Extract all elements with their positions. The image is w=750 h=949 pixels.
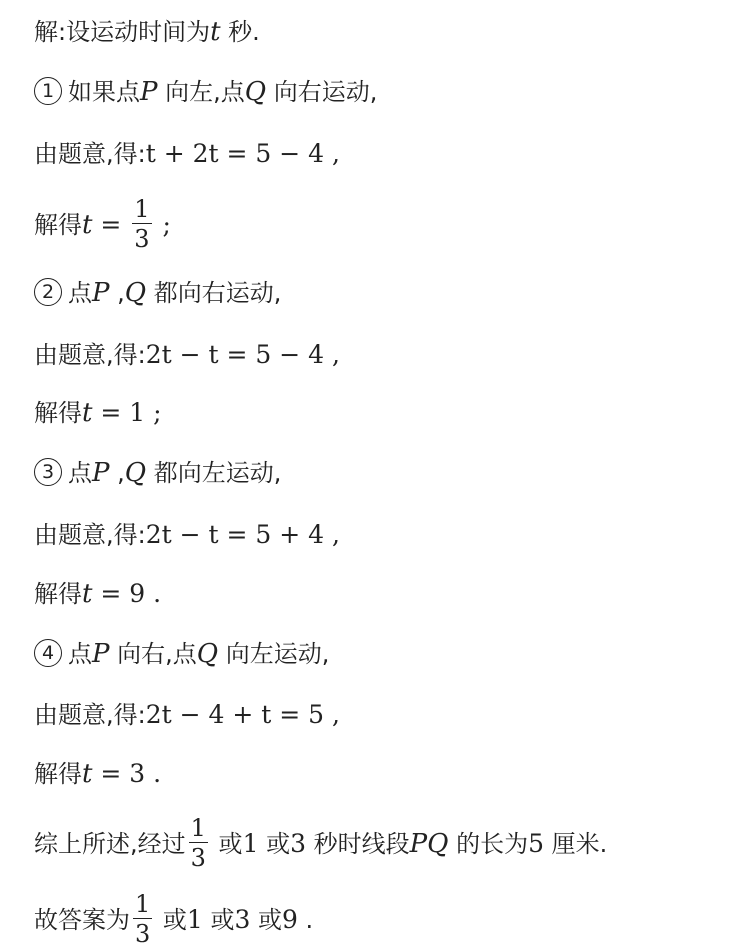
case3-result [34, 574, 161, 614]
case4-result-variable: t [82, 759, 93, 789]
case3-result-expr: = 9 . [92, 579, 162, 608]
case4-equation [34, 695, 340, 735]
case3-heading [34, 453, 281, 493]
fraction-bar [189, 842, 208, 843]
case2-result [34, 393, 162, 433]
case4-result-expr: = 3 . [92, 759, 162, 788]
case3-heading-text-a: 点 [68, 459, 92, 487]
case4-heading [34, 634, 329, 674]
case3-result-lead: 解得 [34, 580, 82, 608]
fraction-denominator: 3 [134, 225, 150, 253]
case3-heading-text-b: , [109, 459, 125, 487]
fraction-denominator: 3 [190, 844, 206, 872]
point-q-label: Q [196, 639, 219, 669]
case4-equation-lead: 由题意,得: [34, 701, 146, 729]
summary-line [34, 814, 608, 872]
case1-equation [34, 134, 340, 174]
case2-marker: 2 [34, 278, 62, 306]
case3-equation [34, 515, 340, 555]
case4-heading-text-c: 向左运动, [218, 640, 330, 668]
intro-text: 解:设运动时间为 [34, 18, 211, 46]
answer-value-3: 3 [234, 905, 251, 934]
answer-value-1: 1 [186, 905, 203, 934]
point-p-label: P [92, 458, 110, 488]
fraction-one-third [132, 197, 151, 251]
summary-text-f: 厘米. [544, 830, 608, 858]
segment-pq-label: PQ [409, 829, 449, 859]
intro-variable: t [210, 17, 221, 47]
case3-heading-text-c: 都向左运动, [146, 459, 282, 487]
summary-text-c: 或 [258, 830, 291, 858]
case1-result-lead: 解得 [34, 211, 82, 239]
summary-value-5: 5 [528, 829, 545, 858]
fraction-numerator: 1 [134, 195, 150, 223]
answer-value-9: 9 [282, 905, 298, 934]
case2-result-variable: t [82, 398, 93, 428]
fraction-one-third [133, 892, 152, 946]
case1-result-variable: t [82, 210, 93, 240]
summary-text-a: 综上所述,经过 [34, 830, 186, 858]
answer-text-d: 或 [250, 906, 283, 934]
case1-result [34, 195, 171, 253]
fraction-numerator: 1 [135, 890, 151, 918]
case3-equation-lead: 由题意,得: [34, 521, 146, 549]
case1-heading-text-a: 如果点 [68, 78, 140, 106]
case1-equation-lead: 由题意,得: [34, 140, 146, 168]
case2-result-expr: = 1 ; [92, 398, 162, 427]
intro-tail: 秒. [220, 18, 260, 46]
case4-marker: 4 [34, 639, 62, 667]
summary-text-b: 或 [210, 830, 243, 858]
point-q-label: Q [124, 278, 147, 308]
fraction-denominator: 3 [135, 920, 151, 948]
case4-heading-text-b: 向右,点 [109, 640, 197, 668]
summary-text-d: 秒时线段 [306, 830, 410, 858]
case2-heading [34, 273, 281, 313]
fraction-bar [133, 918, 152, 919]
answer-text-c: 或 [202, 906, 235, 934]
case2-heading-text-a: 点 [68, 279, 92, 307]
case3-equation-expr: 2t − t = 5 + 4 , [145, 520, 340, 549]
point-q-label: Q [124, 458, 147, 488]
intro-line [34, 12, 260, 52]
case2-heading-text-b: , [109, 279, 125, 307]
case3-result-variable: t [82, 579, 93, 609]
fraction-numerator: 1 [190, 814, 206, 842]
case2-heading-text-c: 都向右运动, [146, 279, 282, 307]
answer-text-a: 故答案为 [34, 906, 130, 934]
summary-text-e: 的长为 [448, 830, 529, 858]
case1-result-tail: ; [154, 210, 171, 239]
case1-heading [34, 72, 377, 112]
case4-result [34, 754, 161, 794]
case1-heading-text-c: 向右运动, [266, 78, 378, 106]
case1-equation-expr: t + 2t = 5 − 4 , [145, 139, 340, 168]
case1-result-equals: = [92, 210, 130, 239]
case2-equation-expr: 2t − t = 5 − 4 , [145, 340, 340, 369]
case2-result-lead: 解得 [34, 399, 82, 427]
answer-text-e: . [297, 906, 314, 934]
answer-text-b: 或 [155, 906, 187, 934]
summary-value-3: 3 [290, 829, 307, 858]
case4-equation-expr: 2t − 4 + t = 5 , [145, 700, 340, 729]
answer-line [34, 890, 314, 948]
case1-marker: 1 [34, 77, 62, 105]
point-p-label: P [92, 639, 110, 669]
case1-heading-text-b: 向左,点 [157, 78, 245, 106]
case4-heading-text-a: 点 [68, 640, 92, 668]
summary-value-1: 1 [242, 829, 259, 858]
case2-equation-lead: 由题意,得: [34, 341, 146, 369]
point-q-label: Q [244, 77, 267, 107]
fraction-bar [132, 223, 151, 224]
case3-marker: 3 [34, 458, 62, 486]
solution-document [34, 0, 734, 949]
case4-result-lead: 解得 [34, 760, 82, 788]
case2-equation [34, 335, 340, 375]
point-p-label: P [140, 77, 158, 107]
fraction-one-third [189, 816, 208, 870]
point-p-label: P [92, 278, 110, 308]
